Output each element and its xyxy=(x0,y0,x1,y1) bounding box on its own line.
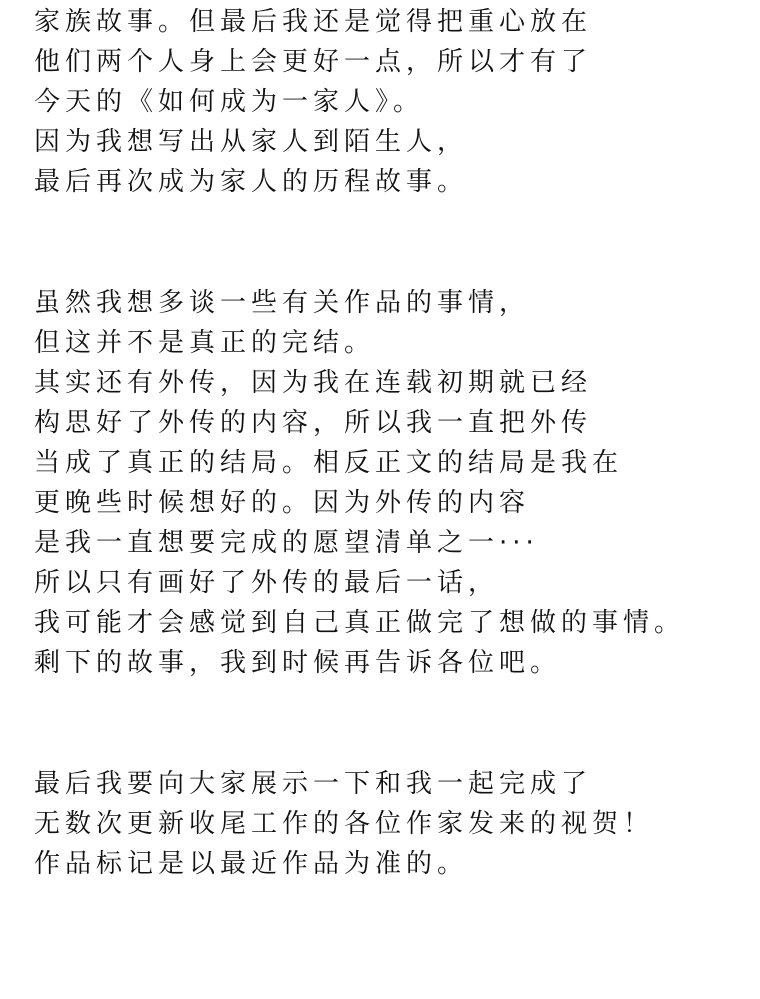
text-line: 更晚些时候想好的。因为外传的内容 xyxy=(34,488,531,518)
paragraph-story-origin xyxy=(34,2,754,202)
text-line: 所以只有画好了外传的最后一话， xyxy=(34,568,500,598)
text-line: 但这并不是真正的完结。 xyxy=(34,328,376,358)
text-line: 因为我想写出从家人到陌生人， xyxy=(34,127,469,157)
text-line: 虽然我想多谈一些有关作品的事情， xyxy=(34,288,531,318)
text-line: 其实还有外传，因为我在连载初期就已经 xyxy=(34,368,593,398)
text-line: 今天的《如何成为一家人》。 xyxy=(34,87,425,117)
text-line: 最后我要向大家展示一下和我一起完成了 xyxy=(34,769,593,799)
paragraph-congratulations xyxy=(34,764,754,884)
text-line: 是我一直想要完成的愿望清单之一··· xyxy=(34,528,539,558)
text-line: 剩下的故事，我到时候再告诉各位吧。 xyxy=(34,648,562,678)
text-line: 我可能才会感觉到自己真正做完了想做的事情。 xyxy=(34,608,686,638)
text-line: 最后再次成为家人的历程故事。 xyxy=(34,167,469,197)
text-line: 构思好了外传的内容，所以我一直把外传 xyxy=(34,408,593,438)
text-line: 他们两个人身上会更好一点，所以才有了 xyxy=(34,47,593,77)
text-line: 家族故事。但最后我还是觉得把重心放在 xyxy=(34,7,593,37)
text-line: 作品标记是以最近作品为准的。 xyxy=(34,849,469,879)
paragraph-side-story xyxy=(34,283,754,683)
text-line: 无数次更新收尾工作的各位作家发来的视贺！ xyxy=(34,809,655,839)
text-line: 当成了真正的结局。相反正文的结局是我在 xyxy=(34,448,624,478)
